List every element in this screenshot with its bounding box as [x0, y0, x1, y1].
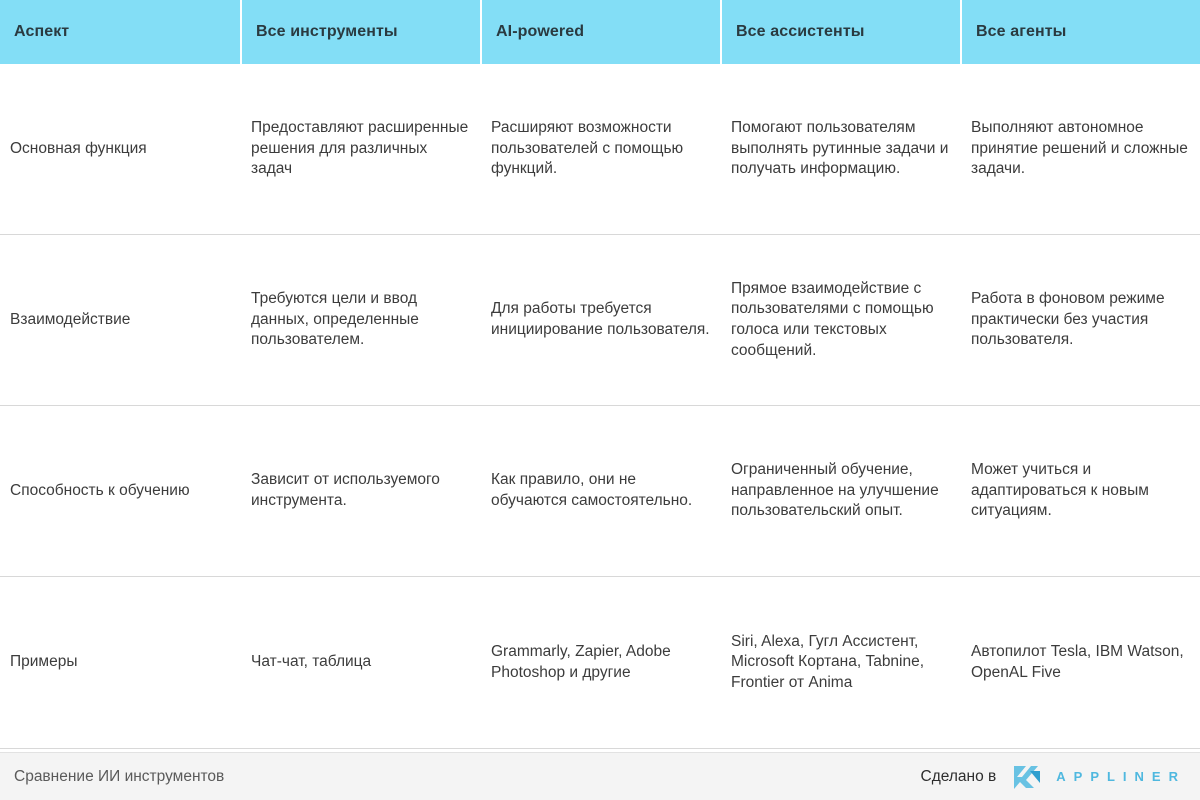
table-cell: Работа в фоновом режиме практически без участия пользователя.: [971, 290, 1165, 349]
table-cell: Для работы требуется инициирование пользователя.: [491, 300, 710, 338]
row-aspect-label: Взаимодействие: [10, 310, 131, 328]
table-cell: Может учиться и адаптироваться к новым ситуациям.: [971, 461, 1149, 520]
appliner-logo-icon: [1012, 763, 1042, 791]
header-aspect: Аспект: [0, 0, 240, 64]
table-row: [0, 406, 1200, 577]
table-cell: Чат-чат, таблица: [251, 653, 372, 671]
table-row: [0, 577, 1200, 749]
table-header-row: [0, 0, 1200, 64]
table-cell: Требуются цели и ввод данных, определенные пользователем.: [251, 290, 419, 349]
table-row: [0, 64, 1200, 235]
table-cell: Как правило, они не обучаются самостоятельно.: [491, 471, 693, 509]
header-all-assistants: Все ассистенты: [720, 0, 960, 64]
row-aspect-label: Способность к обучению: [10, 481, 190, 499]
table-cell: Автопилот Tesla, IBM Watson, OpenAL Five: [971, 642, 1184, 681]
brand-name: APPLINER: [1056, 769, 1186, 784]
row-aspect-label: Примеры: [10, 653, 78, 671]
header-all-agents: Все агенты: [960, 0, 1200, 64]
table-cell: Расширяют возможности пользователей с помощью функций.: [491, 119, 684, 178]
table-cell: Выполняют автономное принятие решений и сложные задачи.: [971, 119, 1188, 178]
table-cell: Siri, Alexa, Гугл Ассистент, Microsoft Кортана, Tabnine, Frontier от Anima: [731, 632, 925, 691]
header-ai-powered: AI-powered: [480, 0, 720, 64]
row-aspect-label: Основная функция: [10, 139, 147, 157]
header-all-tools: Все инструменты: [240, 0, 480, 64]
footer-brand: [921, 763, 1186, 791]
table-cell: Зависит от используемого инструмента.: [251, 471, 440, 509]
table-row: [0, 235, 1200, 406]
footer-bar: [0, 752, 1200, 800]
table-cell: Grammarly, Zapier, Adobe Photoshop и другие: [491, 642, 671, 681]
footer-caption: Сравнение ИИ инструментов: [14, 767, 225, 785]
table-cell: Прямое взаимодействие с пользователями с помощью голоса или текстовых сообщений.: [731, 279, 934, 359]
made-in-label: Сделано в: [920, 767, 997, 785]
table-cell: Помогают пользователям выполнять рутинные задачи и получать информацию.: [731, 119, 949, 178]
table-cell: Предоставляют расширенные решения для различных задач: [251, 119, 469, 178]
table-cell: Ограниченный обучение, направленное на улучшение пользовательский опыт.: [731, 461, 939, 520]
